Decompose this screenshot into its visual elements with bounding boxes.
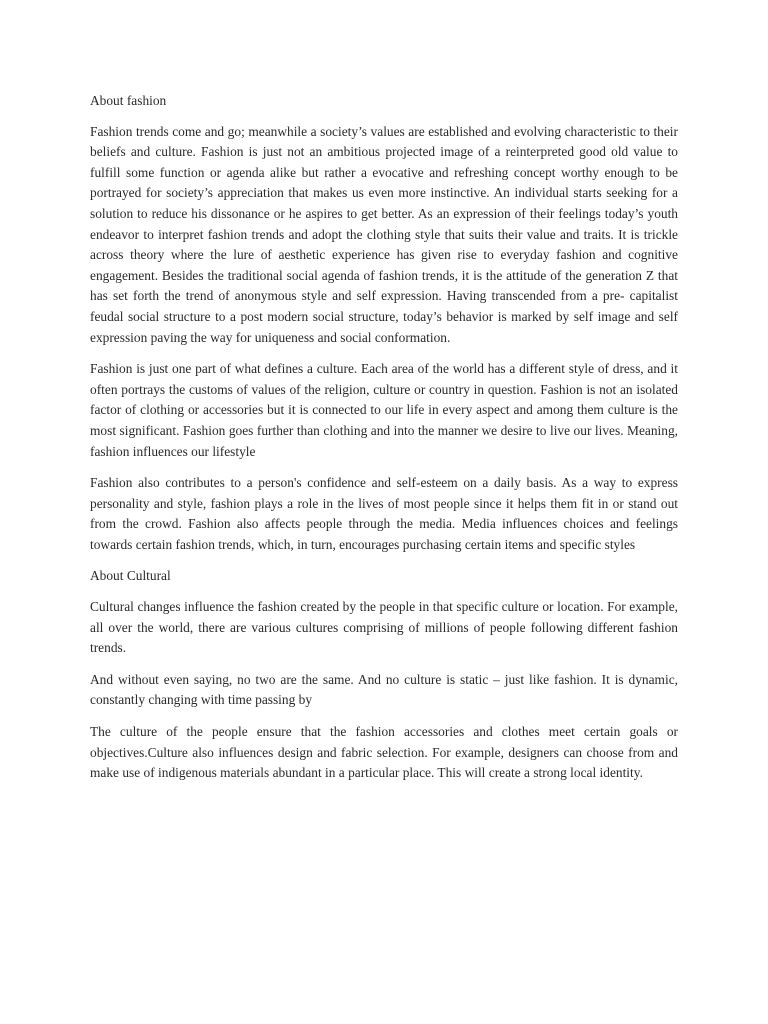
paragraph-fashion-confidence: Fashion also contributes to a person's confidence and self-esteem on a daily basis. As a way to express personality and style, fashion plays a role in the lives of most people since it helps them fit in or stand out from the crowd. Fashion also affects people through the media. Media influences choices and feelings towards certain fashion trends, which, in turn, encourages purchasing certain items and specific styles [90,475,678,552]
document-page [90,91,678,795]
paragraph-fashion-trends: Fashion trends come and go; meanwhile a society’s values are established and evolving characteristic to their beliefs and culture. Fashion is just not an ambitious projected image of a reinterpreted good old value to fulfill some function or agenda alike but rather a evocative and refreshing concept worthy enough to be portrayed for society’s appreciation that makes us even more instinctive. An individual starts seeking for a solution to reduce his dissonance or he aspires to get better. As an expression of their feelings today’s youth endeavor to interpret fashion trends and adopt the clothing style that suits their value and traits. It is trickle across theory where the lure of aesthetic experience has given rise to everyday fashion and cognitive engagement. Besides the traditional social agenda of fashion trends, it is the attitude of the generation Z that has set forth the trend of anonymous style and self expression. Having transcended from a pre- capitalist feudal social structure to a post modern social structure, today’s behavior is marked by self image and self expression paving the way for uniqueness and social conformation. [90,123,678,345]
paragraph-cultural-changes: Cultural changes influence the fashion created by the people in that specific culture or location. For example, all over the world, there are various cultures comprising of millions of people following different fashion trends. [90,599,678,656]
section-heading-about-fashion: About fashion [90,93,167,108]
paragraph-fashion-culture: Fashion is just one part of what defines a culture. Each area of the world has a different style of dress, and it often portrays the customs of values of the religion, culture or country in question. Fashion is not an isolated factor of clothing or accessories but it is connected to our life in every aspect and among them culture is the most significant. Fashion goes further than clothing and into the manner we desire to live our lives. Meaning, fashion influences our lifestyle [90,361,678,459]
paragraph-culture-objectives: The culture of the people ensure that the fashion accessories and clothes meet certain goals or objectives.Culture also influences design and fabric selection. For example, designers can choose from and make use of indigenous materials abundant in a particular place. This will create a strong local identity. [90,724,678,781]
section-heading-about-cultural: About Cultural [90,568,171,584]
paragraph-no-two-same: And without even saying, no two are the same. And no culture is static – just like fashion. It is dynamic, constantly changing with time passing by [90,671,678,708]
